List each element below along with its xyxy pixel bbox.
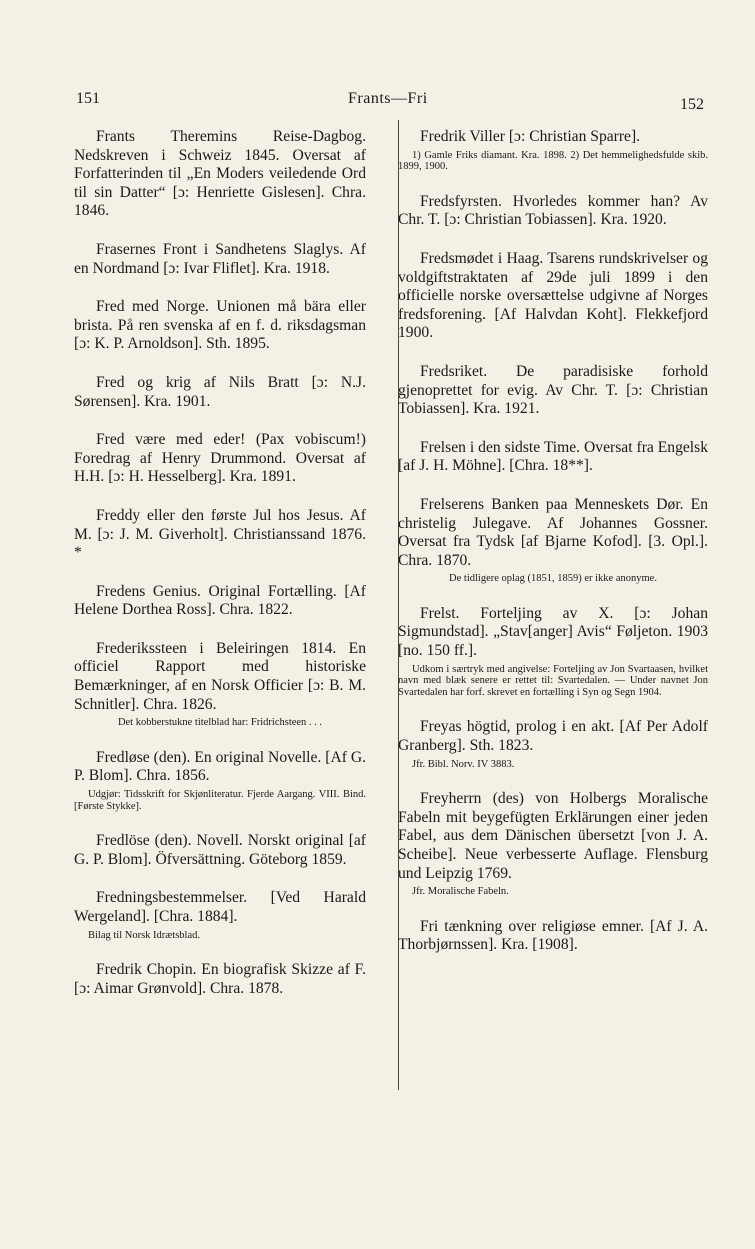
entry-text: Fred være med eder! (Pax vobiscum!) Foredrag af Henry Drummond. Oversat af H.H. [ɔ: H. Hesselberg]. Kra. 1891. bbox=[74, 431, 366, 486]
bibliography-entry bbox=[74, 431, 366, 487]
entry-text: Frelserens Banken paa Menneskets Dør. En christelig Julegave. Af Johannes Gossner. Oversat fra Tydsk [af Bjarne Kofod]. [3. Opl.]. Chra. 1870. bbox=[398, 495, 708, 569]
entry-text: Fredsmødet i Haag. Tsarens rundskrivelser og voldgiftstraktaten af 29de juli 1899 i den officielle norske oversættelse udgivne af Norges fredsforening. [Af Halvdan Koht]. Flekkefjord 1900. bbox=[398, 249, 708, 342]
entry-text: Freyherrn (des) von Holbergs Moralische Fabeln mit beygefügten Erklärungen einer jeden Fabel, aus dem Dänischen übersetzt [von J. A. Scheibe]. Neue verbesserte Auflage. Flensburg und Leipzig 1769. bbox=[398, 790, 708, 882]
entry-text: Frederikssteen i Beleiringen 1814. En officiel Rapport med historiske Bemærkninger, af en Norsk Officier [ɔ: B. M. Schnitler]. Chra. 1826. bbox=[74, 639, 366, 713]
bibliography-entry bbox=[74, 298, 366, 354]
entry-text: Fred og krig af Nils Bratt [ɔ: N.J. Sørensen]. Kra. 1901. bbox=[74, 373, 366, 410]
bibliography-entry bbox=[398, 718, 708, 770]
bibliography-entry bbox=[398, 605, 708, 699]
bibliography-entry bbox=[74, 128, 366, 221]
entry-text: Fredens Genius. Original Fortælling. [Af Helene Dorthea Ross]. Chra. 1822. bbox=[74, 582, 366, 619]
entry-note: Jfr. Moralische Fabeln. bbox=[412, 886, 509, 898]
left-page-number: 151 bbox=[76, 90, 100, 107]
bibliography-entry bbox=[398, 918, 708, 955]
entry-text: Fredningsbestemmelser. [Ved Harald Wergeland]. [Chra. 1884]. bbox=[74, 889, 366, 925]
entry-note: Det kobberstukne titelblad har: Fridrichsteen . . . bbox=[117, 717, 323, 729]
bibliography-entry bbox=[74, 374, 366, 411]
bibliography-entry bbox=[74, 749, 366, 812]
entry-note: Udkom i særtryk med angivelse: Forteljing av Jon Svartaasen, hvilket navn med blæk senere er rettet til: Svartedalen. — Under navnet Jon Svartedalen har forf. skrevet en fortælling i Syn og Segn 1904. bbox=[398, 663, 708, 698]
bibliography-entry bbox=[398, 363, 708, 419]
right-column bbox=[398, 128, 708, 955]
entry-note: Udgjør: Tidsskrift for Skjønliteratur. Fjerde Aargang. VIII. Bind. [Første Stykke]. bbox=[74, 789, 366, 812]
entry-note: 1) Gamle Friks diamant. Kra. 1898. 2) Det hemmelighedsfulde skib. 1899, 1900. bbox=[398, 149, 708, 173]
entry-text: Fredløse (den). En original Novelle. [Af G. P. Blom]. Chra. 1856. bbox=[74, 748, 366, 785]
entry-text: Frasernes Front i Sandhetens Slaglys. Af en Nordmand [ɔ: Ivar Fliflet]. Kra. 1918. bbox=[74, 240, 366, 277]
entry-note: Bilag til Norsk Idrætsblad. bbox=[88, 929, 200, 941]
entry-text: Fredlöse (den). Novell. Norskt original [af G. P. Blom]. Öfversättning. Göteborg 1859. bbox=[74, 832, 366, 868]
entry-text: Fredsfyrsten. Hvorledes kommer han? Av Chr. T. [ɔ: Christian Tobiassen]. Kra. 1920. bbox=[398, 192, 708, 229]
bibliography-entry bbox=[74, 832, 366, 869]
bibliography-entry bbox=[398, 250, 708, 343]
entry-text: Frelst. Forteljing av X. [ɔ: Johan Sigmundstad]. „Stav[anger] Avis“ Føljeton. 1903 [no. 150 ff.]. bbox=[398, 604, 708, 660]
right-page-number: 152 bbox=[680, 96, 704, 113]
bibliography-entry bbox=[74, 507, 366, 563]
entry-text: Fredsriket. De paradisiske forhold gjenoprettet for evig. Av Chr. T. [ɔ: Christian Tobiassen]. Kra. 1921. bbox=[398, 362, 708, 418]
entry-text: Fred med Norge. Unionen må bära eller brista. På ren svenska af en f. d. riksdagsman [ɔ: K. P. Arnoldson]. Sth. 1895. bbox=[74, 298, 366, 353]
bibliography-entry bbox=[74, 583, 366, 620]
bibliography-entry bbox=[398, 790, 708, 898]
running-title: Frants—Fri bbox=[348, 90, 428, 107]
entry-note: De tidligere oplag (1851, 1859) er ikke anonyme. bbox=[449, 573, 657, 585]
entry-text: Fredrik Viller [ɔ: Christian Sparre]. bbox=[420, 128, 641, 145]
entry-note: Jfr. Bibl. Norv. IV 3883. bbox=[412, 758, 515, 770]
bibliography-entry bbox=[74, 640, 366, 729]
bibliography-entry bbox=[74, 889, 366, 941]
entry-text: Frelsen i den sidste Time. Oversat fra Engelsk [af J. H. Möhne]. [Chra. 18**]. bbox=[398, 438, 708, 475]
bibliography-entry bbox=[74, 961, 366, 998]
left-column bbox=[74, 128, 366, 998]
bibliography-entry bbox=[398, 193, 708, 230]
entry-text: Fri tænkning over religiøse emner. [Af J. A. Thorbjørnssen]. Kra. [1908]. bbox=[398, 917, 708, 954]
bibliography-entry bbox=[398, 128, 708, 173]
bibliography-entry bbox=[398, 496, 708, 585]
bibliography-entry bbox=[398, 439, 708, 476]
entry-text: Freyas högtid, prolog i en akt. [Af Per Adolf Granberg]. Sth. 1823. bbox=[398, 718, 708, 755]
entry-text: Freddy eller den første Jul hos Jesus. Af M. [ɔ: J. M. Giverholt]. Christianssand 1876. * bbox=[74, 506, 366, 562]
entry-text: Frants Theremins Reise-Dagbog. Nedskreven i Schweiz 1845. Oversat af Forfatterinden til „En Moders veiledende Ord til sin Datter“ [ɔ: Henriette Gislesen]. Chra. 1846. bbox=[74, 128, 366, 220]
entry-text: Fredrik Chopin. En biografisk Skizze af F. [ɔ: Aimar Grønvold]. Chra. 1878. bbox=[74, 961, 366, 997]
bibliography-entry bbox=[74, 241, 366, 278]
